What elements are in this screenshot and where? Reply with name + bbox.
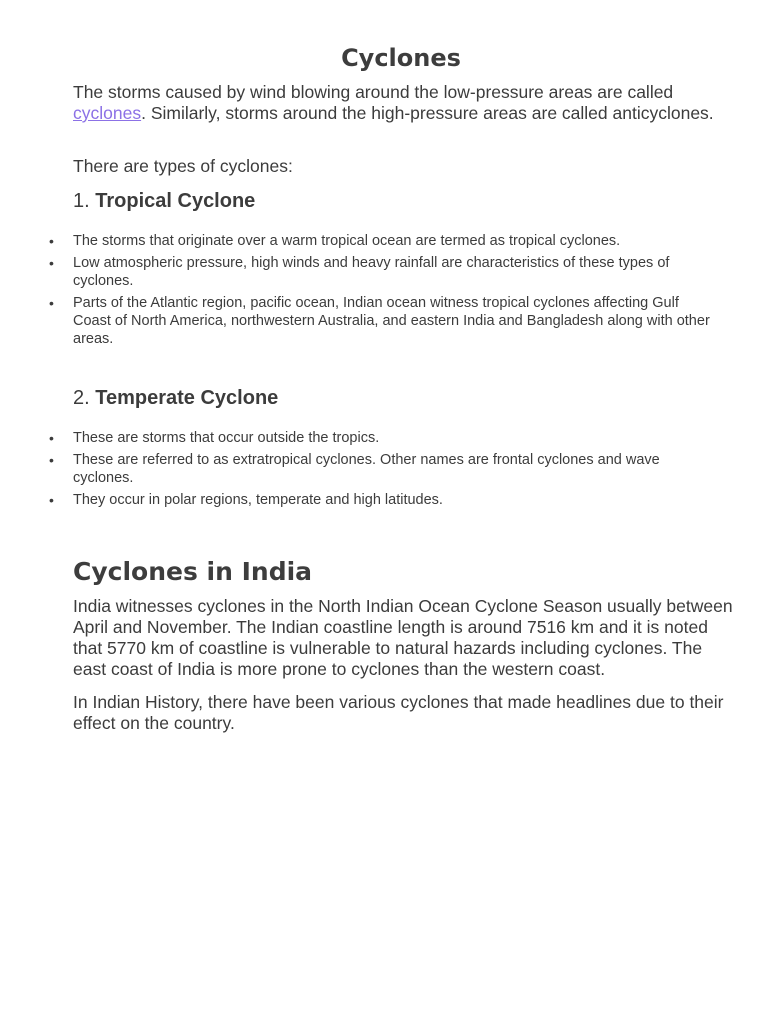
cyclones-in-india-heading: Cyclones in India	[73, 557, 313, 586]
section-number: 2.	[73, 387, 96, 409]
tropical-cyclone-list	[73, 232, 713, 352]
section-number: 1.	[73, 190, 96, 212]
temperate-cyclone-list	[73, 429, 713, 513]
temperate-cyclone-heading	[73, 385, 733, 411]
types-paragraph-block	[73, 156, 733, 177]
india-paragraph-2: In Indian History, there have been various cyclones that made headlines due to their effect on the country.	[73, 692, 724, 733]
page-title: Cyclones	[341, 44, 461, 72]
temperate-heading-block	[73, 385, 733, 411]
list-item: • Parts of the Atlantic region, pacific ocean, Indian ocean witness tropical cyclones affecting Gulf Coast of North America, northwestern Australia, and eastern India and Bangladesh along with other areas.	[73, 294, 713, 348]
section-heading-text: Temperate Cyclone	[95, 387, 279, 409]
list-item: • The storms that originate over a warm tropical ocean are termed as tropical cyclones.	[73, 232, 713, 250]
india-paragraph-1: India witnesses cyclones in the North Indian Ocean Cyclone Season usually between April and November. The Indian coastline length is around 7516 km and it is noted that 5770 km of coastline is vulnerable to natural hazards including cyclones. The east coast of India is more prone to cyclones than the western coast.	[73, 596, 733, 679]
india-paragraph-1-block	[73, 596, 735, 680]
list-item: • These are storms that occur outside the tropics.	[73, 429, 713, 447]
tropical-cyclone-heading	[73, 188, 733, 214]
list-item: • Low atmospheric pressure, high winds and heavy rainfall are characteristics of these types of cyclones.	[73, 254, 713, 290]
cyclones-link[interactable]: cyclones	[73, 103, 142, 123]
intro-paragraph	[73, 82, 733, 124]
intro-paragraph-block	[73, 82, 733, 124]
tropical-heading-block	[73, 188, 733, 214]
india-paragraph-2-block	[73, 692, 735, 734]
list-item: • They occur in polar regions, temperate and high latitudes.	[73, 491, 713, 509]
section-heading-text: Tropical Cyclone	[95, 190, 256, 212]
intro-text-after: . Similarly, storms around the high-pressure areas are called anticyclones.	[141, 103, 714, 123]
types-paragraph: There are types of cyclones:	[73, 156, 293, 176]
intro-text-before: The storms caused by wind blowing around the low-pressure areas are called	[73, 82, 674, 102]
list-item: • These are referred to as extratropical cyclones. Other names are frontal cyclones and wave cyclones.	[73, 451, 713, 487]
